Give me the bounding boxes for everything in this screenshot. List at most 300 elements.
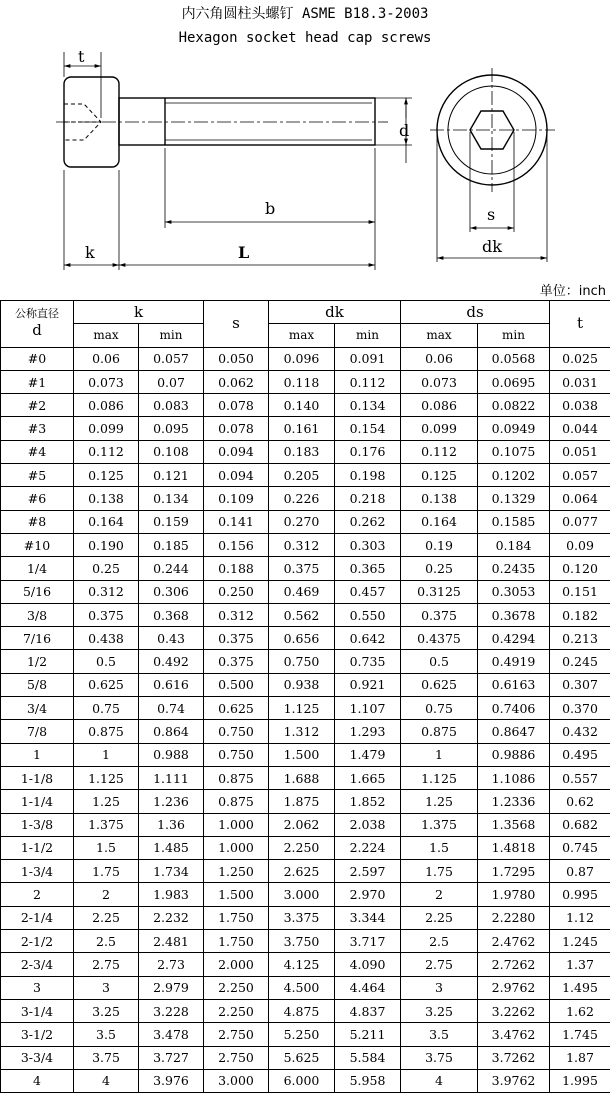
value-cell: 1.25 [401,790,478,813]
header-ds-max: max [401,324,478,347]
value-cell: 1.25 [74,790,139,813]
value-cell: 0.432 [550,720,610,743]
table-row [1,743,610,766]
table-row [1,603,610,626]
value-cell: 2.5 [74,930,139,953]
value-cell: 4.837 [335,999,401,1022]
value-cell: 3 [74,976,139,999]
value-cell: 1 [74,743,139,766]
value-cell: 0.8647 [478,720,550,743]
value-cell: 1.36 [139,813,204,836]
value-cell: 0.159 [139,510,204,533]
value-cell: 1.62 [550,999,610,1022]
value-cell: 0.1075 [478,440,550,463]
value-cell: 1.495 [550,976,610,999]
header-s: s [204,301,269,348]
value-cell: 1.665 [335,766,401,789]
screw-shank [119,98,375,145]
nominal-size-cell: #6 [1,487,74,510]
value-cell: 0.031 [550,370,610,393]
value-cell: 5.625 [269,1046,335,1069]
value-cell: 5.958 [335,1069,401,1092]
value-cell: 0.43 [139,627,204,650]
label-b: b [265,199,275,218]
value-cell: 3.478 [139,1023,204,1046]
table-row [1,1023,610,1046]
value-cell: 0.745 [550,836,610,859]
value-cell: 0.306 [139,580,204,603]
value-cell: 1.875 [269,790,335,813]
value-cell: 0.562 [269,603,335,626]
value-cell: 0.500 [204,673,269,696]
value-cell: 0.995 [550,883,610,906]
value-cell: 3.976 [139,1069,204,1092]
value-cell: 0.0822 [478,394,550,417]
table-row [1,394,610,417]
value-cell: 3.750 [269,930,335,953]
value-cell: 0.151 [550,580,610,603]
value-cell: 2.481 [139,930,204,953]
nominal-size-cell: 2 [1,883,74,906]
value-cell: 0.086 [74,394,139,417]
value-cell: 1.312 [269,720,335,743]
table-row [1,580,610,603]
value-cell: 0.270 [269,510,335,533]
nominal-size-cell: 1/4 [1,557,74,580]
value-cell: 0.625 [204,697,269,720]
value-cell: 2.970 [335,883,401,906]
table-row [1,976,610,999]
value-cell: 0.750 [269,650,335,673]
value-cell: 0.121 [139,464,204,487]
value-cell: 0.125 [74,464,139,487]
value-cell: 1.3568 [478,813,550,836]
value-cell: 3.727 [139,1046,204,1069]
table-row [1,673,610,696]
value-cell: 1.375 [74,813,139,836]
table-row [1,557,610,580]
value-cell: 0.735 [335,650,401,673]
nominal-size-cell: 3/8 [1,603,74,626]
value-cell: 0.375 [204,627,269,650]
value-cell: 2.250 [204,999,269,1022]
value-cell: 0.4294 [478,627,550,650]
value-cell: 1.12 [550,906,610,929]
table-row [1,883,610,906]
table-row [1,953,610,976]
value-cell: 0.495 [550,743,610,766]
table-row [1,930,610,953]
label-t: t [78,47,85,66]
value-cell: 0.492 [139,650,204,673]
nominal-size-cell: #5 [1,464,74,487]
value-cell: 2.73 [139,953,204,976]
value-cell: 4.090 [335,953,401,976]
label-d: d [399,121,409,140]
value-cell: 0.2435 [478,557,550,580]
value-cell: 0.164 [74,510,139,533]
value-cell: 1.111 [139,766,204,789]
value-cell: 0.550 [335,603,401,626]
value-cell: 0.656 [269,627,335,650]
value-cell: 0.62 [550,790,610,813]
value-cell: 0.307 [550,673,610,696]
value-cell: 1.2336 [478,790,550,813]
nominal-size-cell: #4 [1,440,74,463]
value-cell: 0.875 [204,790,269,813]
label-L: L [238,243,249,262]
table-row [1,999,610,1022]
table-row [1,720,610,743]
nominal-size-cell: 1-1/4 [1,790,74,813]
value-cell: 2.597 [335,860,401,883]
nominal-size-cell: 3-1/4 [1,999,74,1022]
nominal-size-cell: 3-3/4 [1,1046,74,1069]
nominal-size-cell: 2-1/4 [1,906,74,929]
unit-label: 单位：inch [540,280,606,299]
nominal-size-cell: 2-3/4 [1,953,74,976]
value-cell: 3.75 [401,1046,478,1069]
value-cell: 3.000 [204,1069,269,1092]
nominal-size-cell: 5/16 [1,580,74,603]
value-cell: 0.642 [335,627,401,650]
table-row [1,1069,610,1092]
value-cell: 3.25 [74,999,139,1022]
value-cell: 0.025 [550,347,610,370]
value-cell: 2.5 [401,930,478,953]
value-cell: 3.25 [401,999,478,1022]
value-cell: 0.094 [204,464,269,487]
nominal-size-cell: 1-3/8 [1,813,74,836]
nominal-size-cell: 3/4 [1,697,74,720]
table-row [1,836,610,859]
value-cell: 1.1086 [478,766,550,789]
value-cell: 0.099 [401,417,478,440]
value-cell: 1 [401,743,478,766]
value-cell: 2.9762 [478,976,550,999]
value-cell: 2.7262 [478,953,550,976]
table-row [1,627,610,650]
value-cell: 1.87 [550,1046,610,1069]
value-cell: 0.096 [269,347,335,370]
value-cell: 0.375 [269,557,335,580]
value-cell: 1.5 [401,836,478,859]
value-cell: 0.750 [204,720,269,743]
value-cell: 4.464 [335,976,401,999]
header-nominal-diameter: 公称直径 d [1,301,74,348]
value-cell: 0.3678 [478,603,550,626]
value-cell: 1.745 [550,1023,610,1046]
nominal-size-cell: 2-1/2 [1,930,74,953]
table-row [1,1046,610,1069]
value-cell: 0.190 [74,533,139,556]
value-cell: 0.083 [139,394,204,417]
value-cell: 3.75 [74,1046,139,1069]
table-row [1,347,610,370]
nominal-size-cell: #2 [1,394,74,417]
value-cell: 0.226 [269,487,335,510]
value-cell: 0.06 [74,347,139,370]
header-dk: dk [269,301,401,324]
value-cell: 2.979 [139,976,204,999]
value-cell: 0.112 [74,440,139,463]
value-cell: 2.25 [401,906,478,929]
value-cell: 0.198 [335,464,401,487]
value-cell: 0.0949 [478,417,550,440]
value-cell: 1.125 [401,766,478,789]
value-cell: 2.4762 [478,930,550,953]
nominal-size-cell: #3 [1,417,74,440]
value-cell: 2.75 [401,953,478,976]
value-cell: 4 [74,1069,139,1092]
header-t: t [550,301,610,348]
value-cell: 0.74 [139,697,204,720]
value-cell: 1.236 [139,790,204,813]
value-cell: 0.050 [204,347,269,370]
value-cell: 2.750 [204,1023,269,1046]
value-cell: 0.1329 [478,487,550,510]
value-cell: 3 [401,976,478,999]
value-cell: 1.479 [335,743,401,766]
table-row [1,487,610,510]
value-cell: 0.875 [204,766,269,789]
value-cell: 0.038 [550,394,610,417]
value-cell: 2.75 [74,953,139,976]
value-cell: 0.161 [269,417,335,440]
value-cell: 3.228 [139,999,204,1022]
value-cell: 2.232 [139,906,204,929]
value-cell: 0.87 [550,860,610,883]
value-cell: 3.000 [269,883,335,906]
value-cell: 0.5 [74,650,139,673]
value-cell: 0.112 [335,370,401,393]
nominal-size-cell: 1-1/2 [1,836,74,859]
value-cell: 0.245 [550,650,610,673]
value-cell: 0.875 [74,720,139,743]
value-cell: 2 [74,883,139,906]
value-cell: 0.365 [335,557,401,580]
value-cell: 0.75 [401,697,478,720]
value-cell: 0.375 [204,650,269,673]
nominal-size-cell: 3 [1,976,74,999]
value-cell: 0.09 [550,533,610,556]
document-title: 内六角圆柱头螺钉 ASME B18.3-2003 [0,3,610,23]
header-ds-min: min [478,324,550,347]
value-cell: 0.25 [74,557,139,580]
value-cell: 0.9886 [478,743,550,766]
value-cell: 1.7295 [478,860,550,883]
nominal-size-cell: #10 [1,533,74,556]
value-cell: 0.156 [204,533,269,556]
value-cell: 0.176 [335,440,401,463]
header-ds: ds [401,301,550,324]
value-cell: 0.262 [335,510,401,533]
label-s: s [487,205,495,224]
value-cell: 0.557 [550,766,610,789]
value-cell: 1.250 [204,860,269,883]
table-row [1,697,610,720]
value-cell: 1.75 [401,860,478,883]
value-cell: 0.213 [550,627,610,650]
value-cell: 0.244 [139,557,204,580]
value-cell: 3.5 [401,1023,478,1046]
value-cell: 0.140 [269,394,335,417]
value-cell: 0.154 [335,417,401,440]
value-cell: 0.375 [401,603,478,626]
value-cell: 1.000 [204,813,269,836]
value-cell: 0.051 [550,440,610,463]
nominal-size-cell: 5/8 [1,673,74,696]
value-cell: 0.077 [550,510,610,533]
value-cell: 2.250 [269,836,335,859]
value-cell: 0.375 [74,603,139,626]
value-cell: 4.500 [269,976,335,999]
value-cell: 2 [401,883,478,906]
value-cell: 0.457 [335,580,401,603]
value-cell: 6.000 [269,1069,335,1092]
nominal-size-cell: #1 [1,370,74,393]
value-cell: 0.25 [401,557,478,580]
value-cell: 1.688 [269,766,335,789]
value-cell: 4 [401,1069,478,1092]
value-cell: 1.125 [74,766,139,789]
table-row [1,440,610,463]
value-cell: 0.109 [204,487,269,510]
value-cell: 1.983 [139,883,204,906]
table-row [1,510,610,533]
value-cell: 0.184 [478,533,550,556]
value-cell: 0.312 [269,533,335,556]
value-cell: 5.584 [335,1046,401,1069]
value-cell: 0.864 [139,720,204,743]
value-cell: 3.5 [74,1023,139,1046]
value-cell: 1.37 [550,953,610,976]
value-cell: 0.07 [139,370,204,393]
value-cell: 1.5 [74,836,139,859]
table-row [1,370,610,393]
value-cell: 0.183 [269,440,335,463]
value-cell: 0.182 [550,603,610,626]
value-cell: 0.099 [74,417,139,440]
value-cell: 0.095 [139,417,204,440]
value-cell: 0.078 [204,394,269,417]
value-cell: 0.938 [269,673,335,696]
value-cell: 0.057 [550,464,610,487]
value-cell: 0.091 [335,347,401,370]
value-cell: 0.06 [401,347,478,370]
value-cell: 0.682 [550,813,610,836]
value-cell: 3.2262 [478,999,550,1022]
label-dk: dk [482,237,502,256]
value-cell: 1.995 [550,1069,610,1092]
value-cell: 0.7406 [478,697,550,720]
value-cell: 0.064 [550,487,610,510]
value-cell: 0.625 [401,673,478,696]
value-cell: 0.205 [269,464,335,487]
value-cell: 1.485 [139,836,204,859]
value-cell: 0.057 [139,347,204,370]
value-cell: 0.4919 [478,650,550,673]
value-cell: 2.2280 [478,906,550,929]
nominal-size-cell: 1-3/4 [1,860,74,883]
value-cell: 1.9780 [478,883,550,906]
value-cell: 1.125 [269,697,335,720]
label-k: k [85,243,95,262]
value-cell: 0.370 [550,697,610,720]
value-cell: 0.108 [139,440,204,463]
value-cell: 2.062 [269,813,335,836]
nominal-size-cell: 1/2 [1,650,74,673]
nominal-size-cell: 4 [1,1069,74,1092]
document-subtitle: Hexagon socket head cap screws [0,30,610,46]
screw-technical-drawing [0,0,610,300]
nominal-size-cell: 7/16 [1,627,74,650]
value-cell: 1.375 [401,813,478,836]
value-cell: 0.616 [139,673,204,696]
value-cell: 0.185 [139,533,204,556]
table-row [1,790,610,813]
value-cell: 0.368 [139,603,204,626]
value-cell: 3.375 [269,906,335,929]
value-cell: 1.75 [74,860,139,883]
value-cell: 0.0568 [478,347,550,370]
value-cell: 0.141 [204,510,269,533]
value-cell: 0.073 [401,370,478,393]
value-cell: 1.500 [269,743,335,766]
dimension-table [0,300,610,1093]
value-cell: 0.044 [550,417,610,440]
value-cell: 0.303 [335,533,401,556]
value-cell: 1.245 [550,930,610,953]
value-cell: 1.734 [139,860,204,883]
value-cell: 0.138 [74,487,139,510]
value-cell: 0.750 [204,743,269,766]
value-cell: 0.164 [401,510,478,533]
table-row [1,464,610,487]
value-cell: 0.188 [204,557,269,580]
table-body [1,347,610,1093]
value-cell: 0.0695 [478,370,550,393]
value-cell: 0.875 [401,720,478,743]
value-cell: 2.25 [74,906,139,929]
value-cell: 0.120 [550,557,610,580]
value-cell: 3.7262 [478,1046,550,1069]
value-cell: 4.125 [269,953,335,976]
value-cell: 2.250 [204,976,269,999]
header-k-max: max [74,324,139,347]
value-cell: 5.211 [335,1023,401,1046]
value-cell: 2.038 [335,813,401,836]
value-cell: 0.438 [74,627,139,650]
value-cell: 2.750 [204,1046,269,1069]
table-row [1,417,610,440]
nominal-size-cell: #8 [1,510,74,533]
value-cell: 0.1202 [478,464,550,487]
value-cell: 0.062 [204,370,269,393]
value-cell: 0.086 [401,394,478,417]
value-cell: 1.750 [204,930,269,953]
value-cell: 0.19 [401,533,478,556]
value-cell: 0.118 [269,370,335,393]
nominal-size-cell: #0 [1,347,74,370]
value-cell: 0.250 [204,580,269,603]
nominal-size-cell: 3-1/2 [1,1023,74,1046]
table-row [1,766,610,789]
value-cell: 0.625 [74,673,139,696]
value-cell: 3.4762 [478,1023,550,1046]
value-cell: 0.469 [269,580,335,603]
value-cell: 2.224 [335,836,401,859]
